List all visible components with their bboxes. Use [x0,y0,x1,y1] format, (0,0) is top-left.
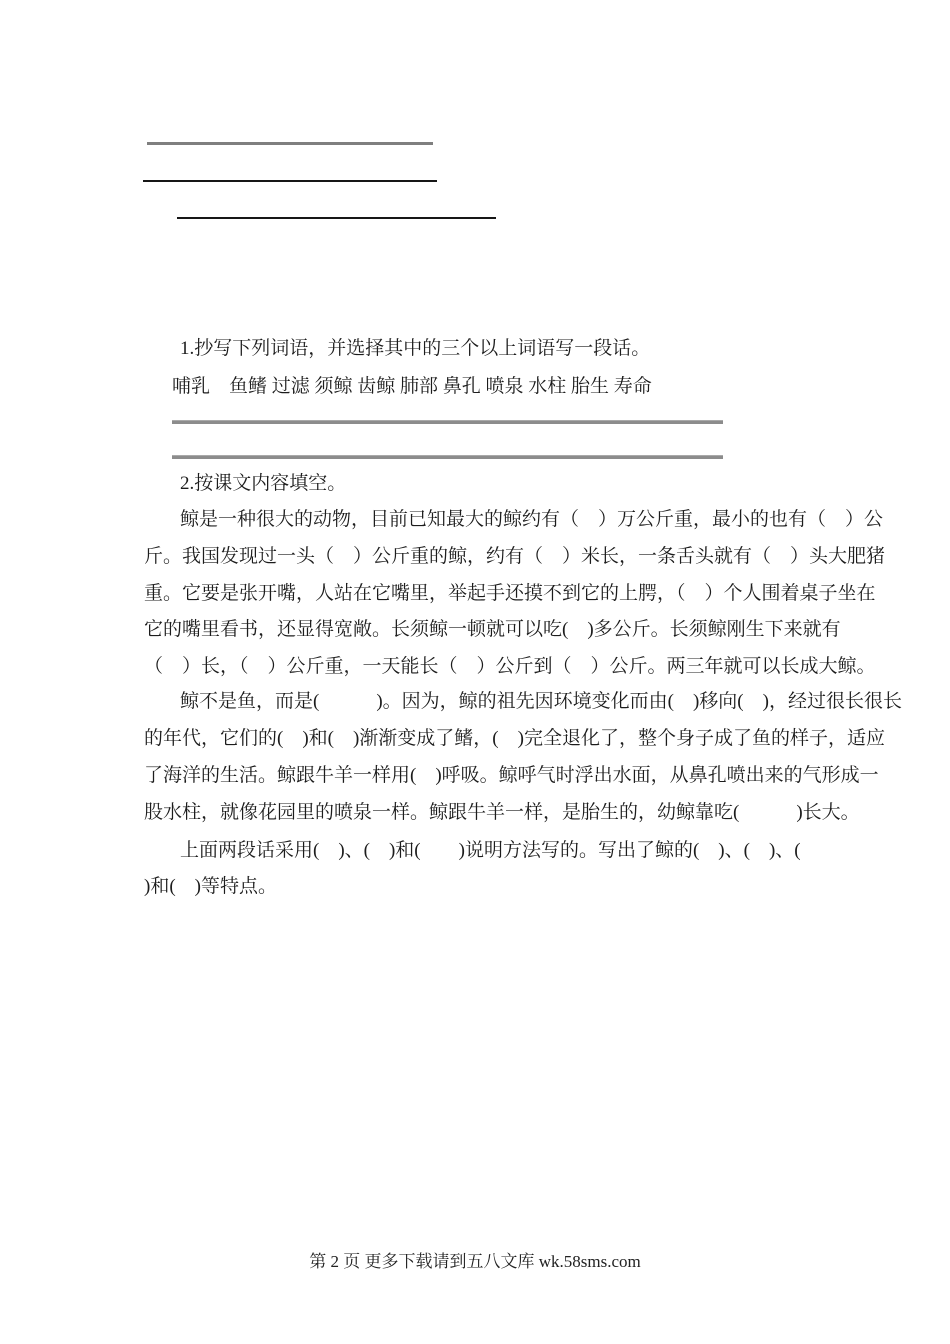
q2-para1-line5: （ ）长，（ ）公斤重，一天能长（ ）公斤到（ ）公斤。两三年就可以长成大鲸。 [144,656,876,677]
q2-para1-line1: 鲸是一种很大的动物，目前已知最大的鲸约有（ ）万公斤重，最小的也有（ ）公 [180,509,884,530]
q2-para3-line2: )和( )等特点。 [144,876,277,897]
q2-para2-line3: 了海洋的生活。鲸跟牛羊一样用( )呼吸。鲸呼气时浮出水面，从鼻孔喷出来的气形成一 [144,765,879,786]
question-2-prompt: 2.按课文内容填空。 [180,473,347,494]
q2-para1-line2: 斤。我国发现过一头（ ）公斤重的鲸，约有（ ）米长，一条舌头就有（ ）头大肥猪 [144,546,886,567]
blank-answer-line-3 [177,217,496,219]
q2-para2-line4: 股水柱，就像花园里的喷泉一样。鲸跟牛羊一样，是胎生的，幼鲸靠吃( )长大。 [144,802,860,823]
question-1-word-list: 哺乳 鱼鳍 过滤 须鲸 齿鲸 肺部 鼻孔 喷泉 水柱 胎生 寿命 [172,376,652,397]
question-1-prompt: 1.抄写下列词语，并选择其中的三个以上词语写一段话。 [180,338,651,359]
blank-answer-line-1 [147,142,433,145]
q2-para3-line1: 上面两段话采用( )、( )和( )说明方法写的。写出了鲸的( )、( )、( [180,840,801,861]
q2-para1-line4: 它的嘴里看书，还显得宽敞。长须鲸一顿就可以吃( )多公斤。长须鲸刚生下来就有 [144,619,841,640]
q2-para2-line1: 鲸不是鱼，而是( )。因为，鲸的祖先因环境变化而由( )移向( )，经过很长很长 [180,691,902,712]
blank-answer-line-2 [143,180,437,182]
writing-line-1 [172,420,723,424]
page-footer: 第 2 页 更多下载请到五八文库 wk.58sms.com [309,1252,641,1271]
writing-line-2 [172,455,723,459]
q2-para1-line3: 重。它要是张开嘴，人站在它嘴里，举起手还摸不到它的上腭，（ ）个人围着桌子坐在 [144,583,876,604]
q2-para2-line2: 的年代，它们的( )和( )渐渐变成了鳍，( )完全退化了，整个身子成了鱼的样子，适应 [144,728,885,749]
